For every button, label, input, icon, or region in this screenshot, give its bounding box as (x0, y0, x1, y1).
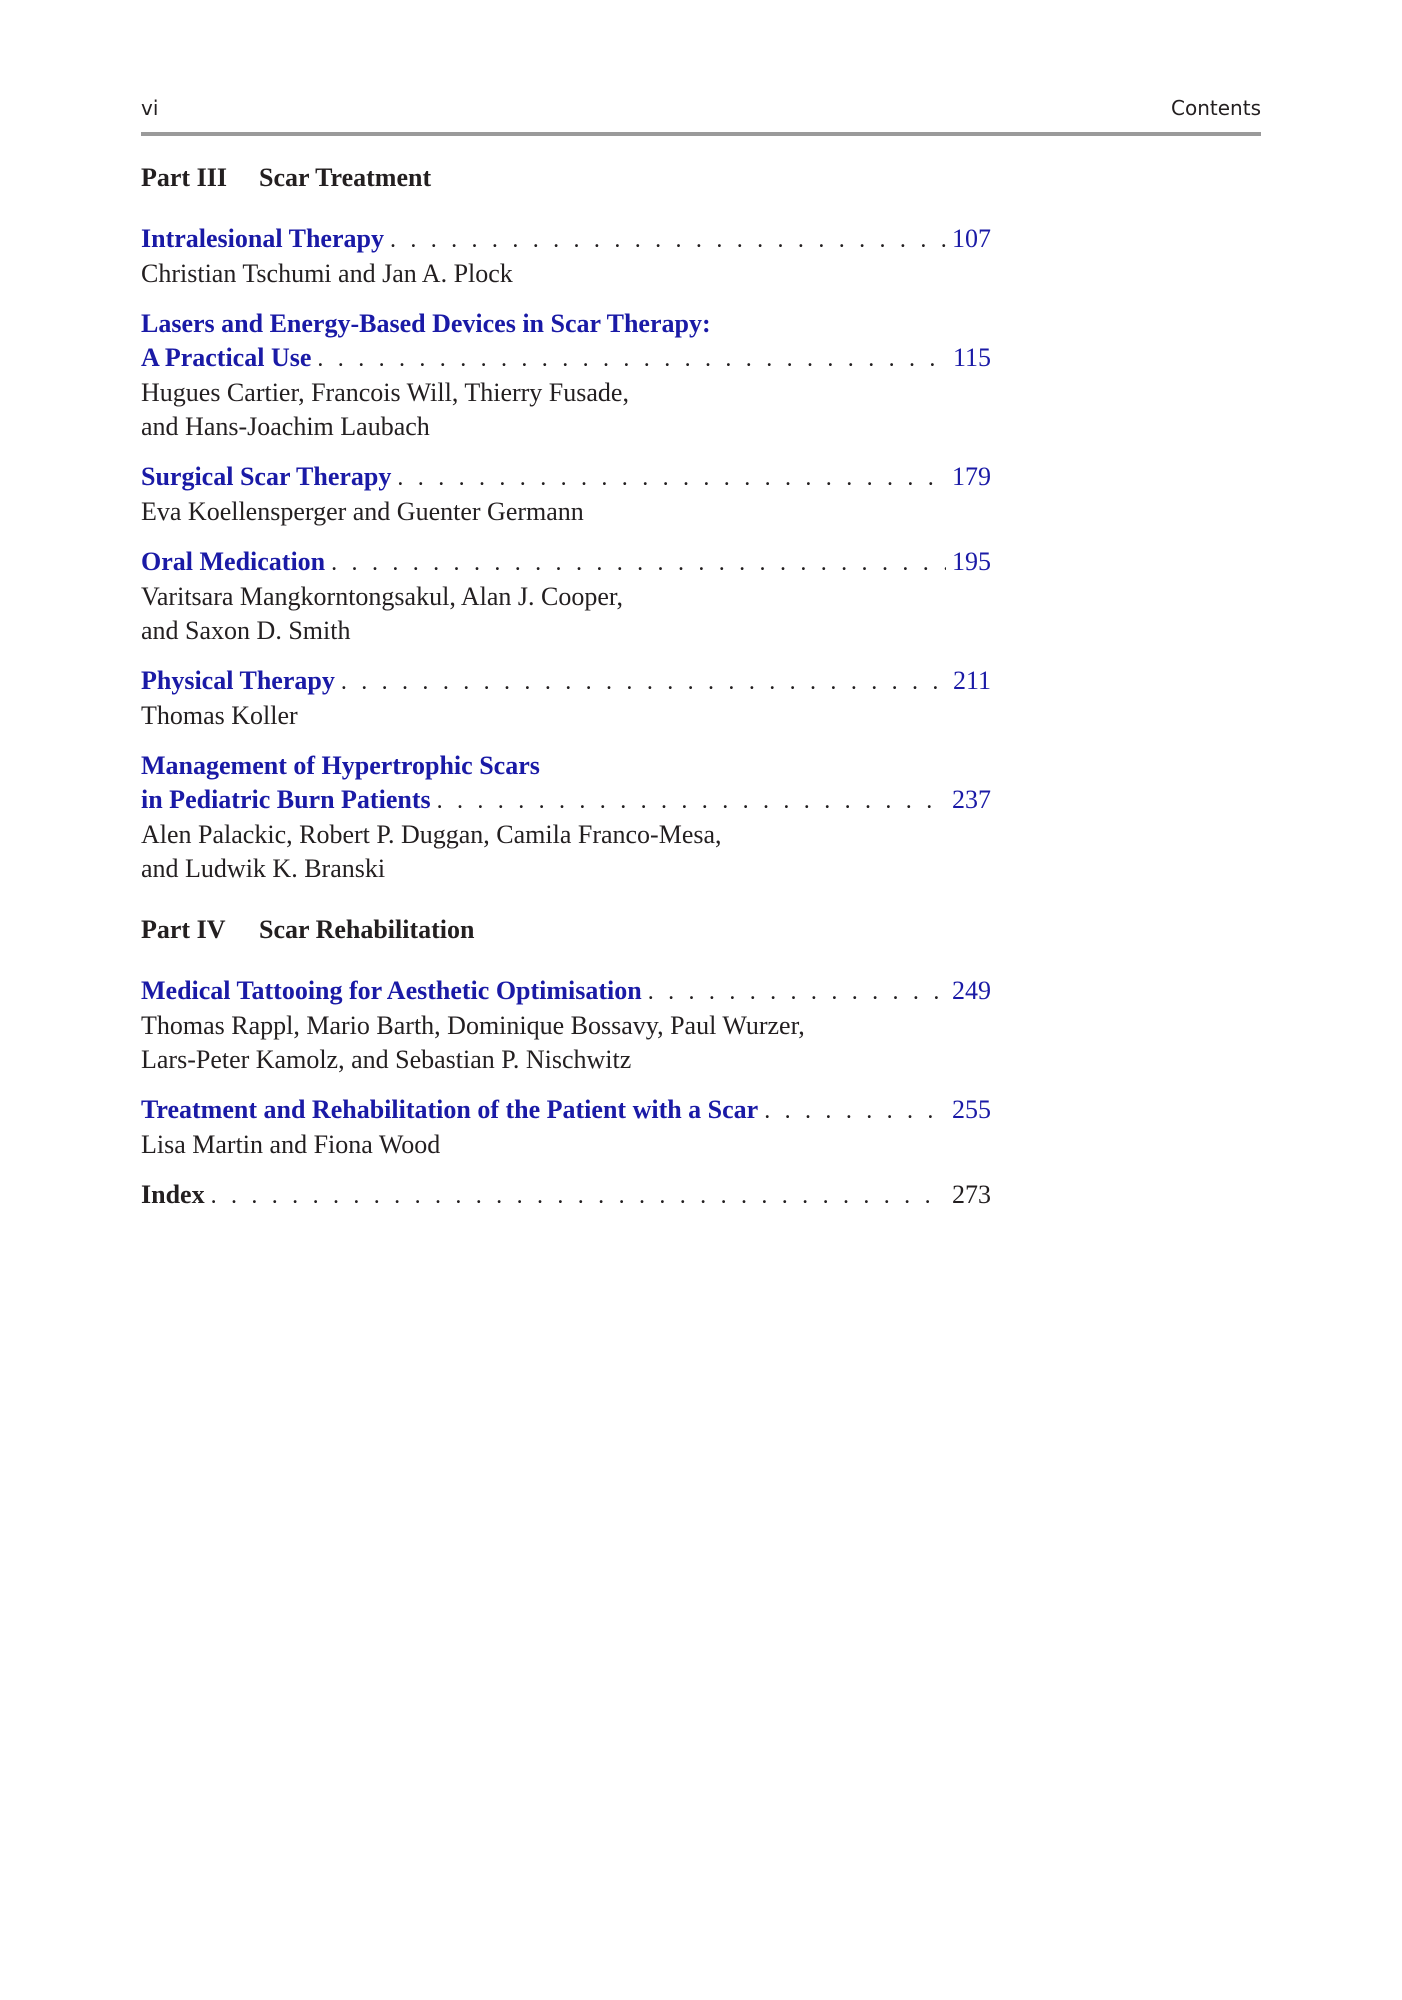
chapter-link[interactable]: Surgical Scar Therapy (141, 462, 392, 491)
chapter-authors: Varitsara Mangkorntongsakul, Alan J. Cooper, (141, 582, 624, 611)
header-rule (141, 132, 1261, 136)
chapter-authors: Thomas Koller (141, 701, 298, 730)
chapter-authors: and Hans-Joachim Laubach (141, 412, 430, 441)
toc-entry (141, 749, 991, 886)
chapter-page-link[interactable]: 211 (952, 666, 991, 695)
chapter-link[interactable]: Oral Medication (141, 547, 326, 576)
part-number: Part III (141, 163, 227, 192)
chapter-page-link[interactable]: 115 (952, 343, 991, 372)
running-title: Contents (1171, 96, 1261, 120)
chapter-authors: Eva Koellensperger and Guenter Germann (141, 497, 584, 526)
dot-leader (341, 665, 947, 699)
dot-leader (397, 461, 946, 495)
chapter-page-link[interactable]: 237 (952, 785, 991, 814)
chapter-link[interactable]: Management of Hypertrophic Scars (141, 751, 540, 780)
chapter-link[interactable]: Medical Tattooing for Aesthetic Optimisation (141, 976, 642, 1005)
chapter-authors: Hugues Cartier, Francois Will, Thierry Fusade, (141, 378, 629, 407)
running-header (141, 96, 1261, 126)
part-heading (141, 160, 991, 196)
chapter-authors: Thomas Rappl, Mario Barth, Dominique Bossavy, Paul Wurzer, (141, 1011, 805, 1040)
index-link[interactable]: Index (141, 1180, 205, 1209)
chapter-authors: Christian Tschumi and Jan A. Plock (141, 259, 513, 288)
chapter-authors: and Ludwik K. Branski (141, 854, 386, 883)
part-title: Scar Treatment (259, 163, 432, 192)
index-entry (141, 1178, 991, 1213)
dot-leader (331, 546, 946, 580)
toc-entry (141, 307, 991, 444)
dot-leader (648, 975, 946, 1009)
chapter-link[interactable]: Treatment and Rehabilitation of the Patient with a Scar (141, 1095, 759, 1124)
chapter-page-link[interactable]: 179 (952, 462, 991, 491)
table-of-contents (141, 160, 991, 1229)
toc-entry (141, 222, 991, 291)
part-title: Scar Rehabilitation (259, 915, 475, 944)
toc-entry (141, 974, 991, 1077)
chapter-authors: Lars-Peter Kamolz, and Sebastian P. Nischwitz (141, 1045, 632, 1074)
toc-entry (141, 664, 991, 733)
toc-entry (141, 1093, 991, 1162)
index-page-link[interactable]: 273 (952, 1180, 991, 1209)
part-number: Part IV (141, 915, 226, 944)
toc-entry (141, 545, 991, 648)
dot-leader (390, 223, 946, 257)
chapter-page-link[interactable]: 249 (952, 976, 991, 1005)
chapter-authors: Alen Palackic, Robert P. Duggan, Camila Franco-Mesa, (141, 820, 722, 849)
chapter-link[interactable]: Physical Therapy (141, 666, 335, 695)
dot-leader (317, 342, 947, 376)
dot-leader (764, 1094, 946, 1128)
toc-entry (141, 460, 991, 529)
chapter-link-continued[interactable]: in Pediatric Burn Patients (141, 785, 431, 814)
chapter-link-continued[interactable]: A Practical Use (141, 343, 312, 372)
chapter-authors: Lisa Martin and Fiona Wood (141, 1130, 441, 1159)
chapter-page-link[interactable]: 195 (952, 547, 991, 576)
chapter-link[interactable]: Intralesional Therapy (141, 224, 384, 253)
part-heading (141, 912, 991, 948)
dot-leader (437, 784, 946, 818)
chapter-link[interactable]: Lasers and Energy-Based Devices in Scar Therapy: (141, 309, 711, 338)
chapter-authors: and Saxon D. Smith (141, 616, 351, 645)
dot-leader (211, 1179, 946, 1213)
page-number: vi (141, 96, 159, 120)
chapter-page-link[interactable]: 255 (952, 1095, 991, 1124)
chapter-page-link[interactable]: 107 (952, 224, 991, 253)
